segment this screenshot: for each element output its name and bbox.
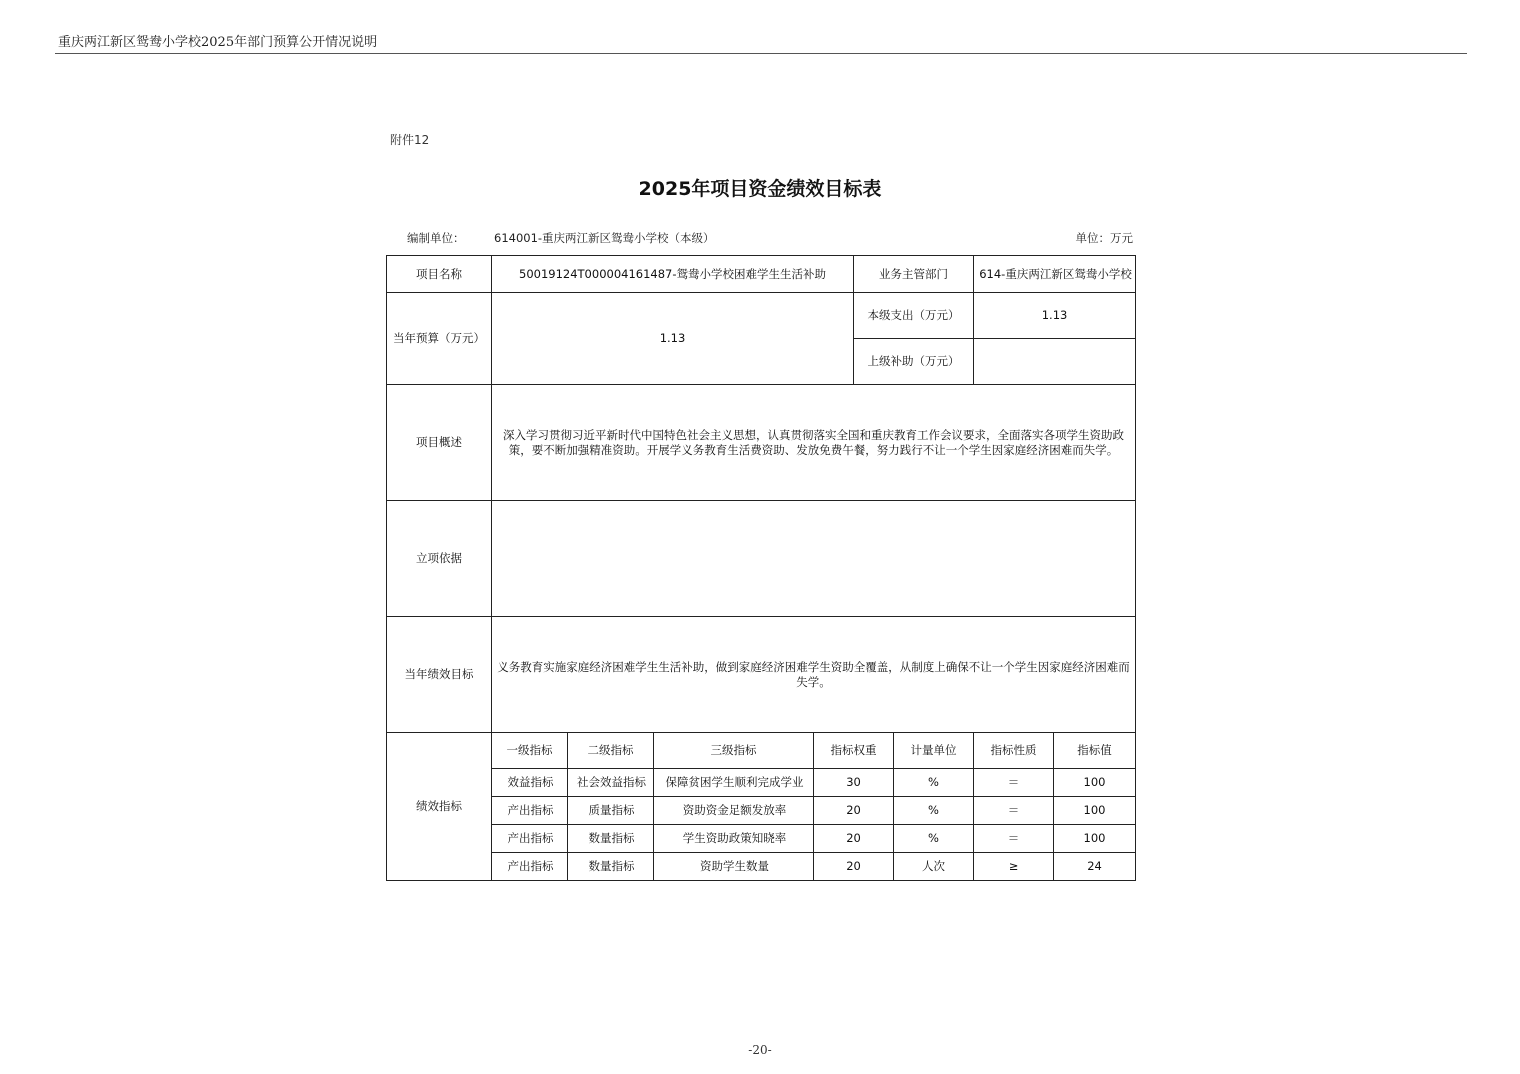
- own-expense-value: 1.13: [974, 293, 1136, 339]
- indicator-value: 100: [1054, 769, 1136, 797]
- table-row: [387, 797, 1136, 825]
- table-row: [387, 825, 1136, 853]
- indicator-header-unit: 计量单位: [894, 733, 974, 769]
- indicator-level1: 产出指标: [492, 825, 568, 853]
- indicator-header-level3: 三级指标: [654, 733, 814, 769]
- indicator-unit: %: [894, 825, 974, 853]
- indicator-nature: ≥: [974, 853, 1054, 881]
- attachment-label: 附件12: [390, 133, 430, 147]
- goal-label: 当年绩效目标: [387, 617, 492, 733]
- indicator-level3: 资助资金足额发放率: [654, 797, 814, 825]
- budget-label: 当年预算（万元）: [387, 293, 492, 385]
- indicator-level1: 产出指标: [492, 797, 568, 825]
- running-header: 重庆两江新区鸳鸯小学校2025年部门预算公开情况说明: [58, 35, 378, 50]
- project-name-value: 50019124T000004161487-鸳鸯小学校困难学生生活补助: [492, 256, 854, 293]
- project-name-label: 项目名称: [387, 256, 492, 293]
- performance-table: [386, 255, 1136, 881]
- indicator-unit: 人次: [894, 853, 974, 881]
- table-row: [387, 853, 1136, 881]
- header-rule: [55, 53, 1467, 54]
- table-row: [387, 769, 1136, 797]
- document-title: 2025年项目资金绩效目标表: [638, 178, 882, 200]
- indicator-unit: %: [894, 769, 974, 797]
- indicator-header-weight: 指标权重: [814, 733, 894, 769]
- unit-label: 单位：万元: [1075, 231, 1133, 245]
- indicator-level3: 保障贫困学生顺利完成学业: [654, 769, 814, 797]
- indicator-nature: ＝: [974, 797, 1054, 825]
- own-expense-label: 本级支出（万元）: [854, 293, 974, 339]
- indicator-weight: 20: [814, 797, 894, 825]
- indicator-level2: 社会效益指标: [568, 769, 654, 797]
- indicator-header-level1: 一级指标: [492, 733, 568, 769]
- indicator-header-level2: 二级指标: [568, 733, 654, 769]
- org-value: 614001-重庆两江新区鸳鸯小学校（本级）: [494, 231, 715, 245]
- goal-text: 义务教育实施家庭经济困难学生生活补助，做到家庭经济困难学生资助全覆盖，从制度上确保不让一个学生因家庭经济困难而失学。: [492, 617, 1136, 733]
- indicator-nature: ＝: [974, 825, 1054, 853]
- indicators-label: 绩效指标: [387, 733, 492, 881]
- overview-text: 深入学习贯彻习近平新时代中国特色社会主义思想，认真贯彻落实全国和重庆教育工作会议要求，全面落实各项学生资助政策，要不断加强精准资助。开展学义务教育生活费资助、发放免费午餐，努力践行不让一个学生因家庭经济困难而失学。: [492, 385, 1136, 501]
- indicator-value: 24: [1054, 853, 1136, 881]
- basis-label: 立项依据: [387, 501, 492, 617]
- page-number: -20-: [748, 1043, 772, 1057]
- indicator-unit: %: [894, 797, 974, 825]
- budget-value: 1.13: [492, 293, 854, 385]
- basis-text: [492, 501, 1136, 617]
- indicator-level3: 资助学生数量: [654, 853, 814, 881]
- indicator-weight: 20: [814, 853, 894, 881]
- indicator-level2: 质量指标: [568, 797, 654, 825]
- indicator-level2: 数量指标: [568, 825, 654, 853]
- indicator-weight: 20: [814, 825, 894, 853]
- indicator-level1: 效益指标: [492, 769, 568, 797]
- indicator-level1: 产出指标: [492, 853, 568, 881]
- dept-value: 614-重庆两江新区鸳鸯小学校: [974, 256, 1136, 293]
- indicator-value: 100: [1054, 797, 1136, 825]
- org-label: 编制单位：: [407, 231, 465, 245]
- subsidy-value: [974, 339, 1136, 385]
- indicator-weight: 30: [814, 769, 894, 797]
- overview-label: 项目概述: [387, 385, 492, 501]
- indicator-value: 100: [1054, 825, 1136, 853]
- subsidy-label: 上级补助（万元）: [854, 339, 974, 385]
- dept-label: 业务主管部门: [854, 256, 974, 293]
- indicator-nature: ＝: [974, 769, 1054, 797]
- indicator-level2: 数量指标: [568, 853, 654, 881]
- indicator-level3: 学生资助政策知晓率: [654, 825, 814, 853]
- org-unit-row: [407, 230, 1133, 246]
- indicator-header-value: 指标值: [1054, 733, 1136, 769]
- indicator-header-nature: 指标性质: [974, 733, 1054, 769]
